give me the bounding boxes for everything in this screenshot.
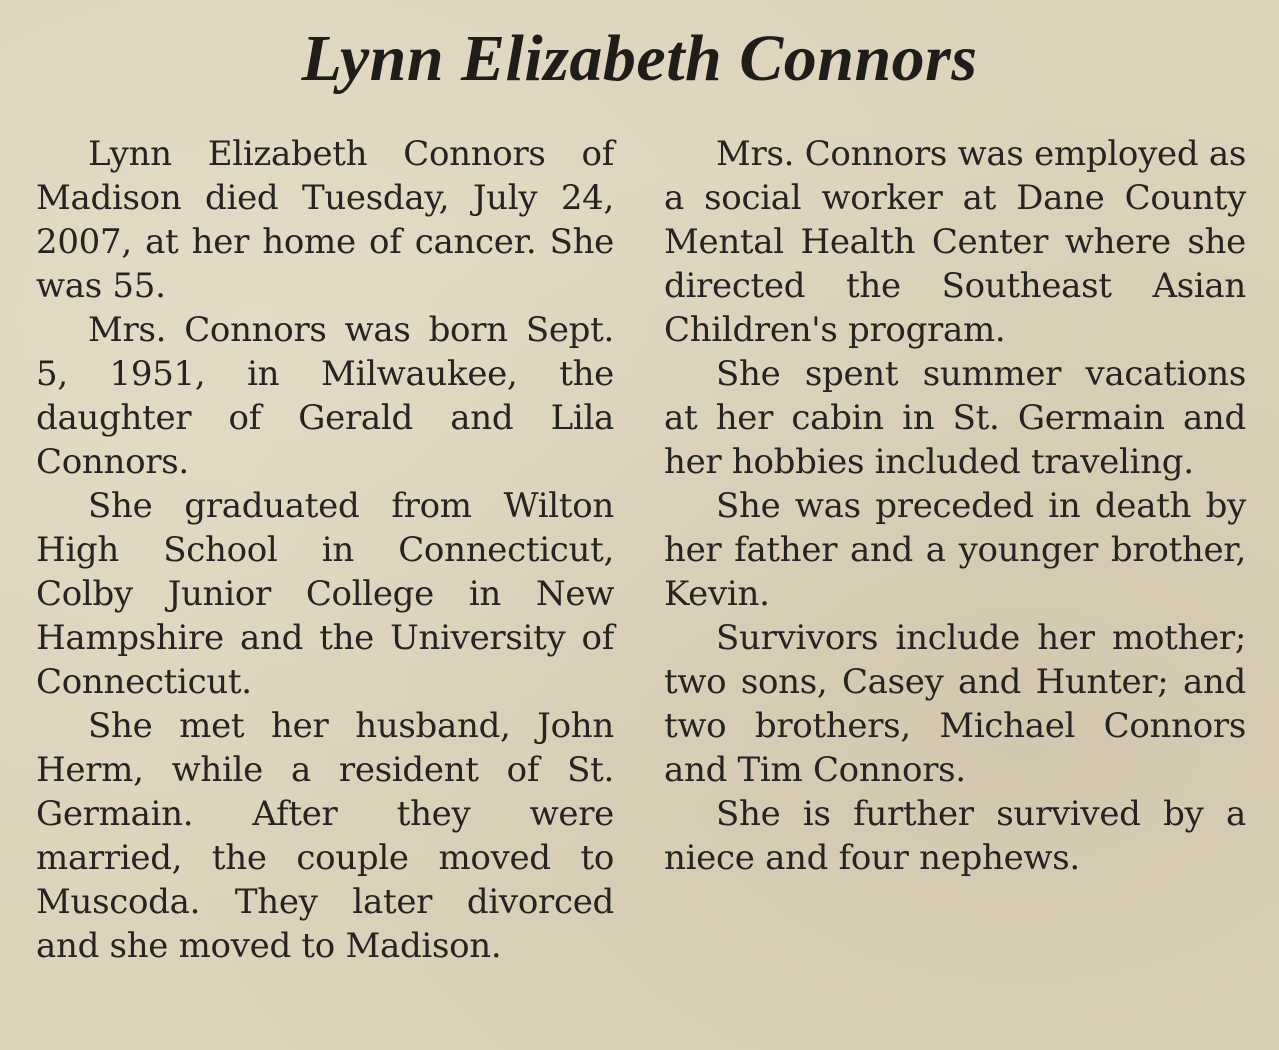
paragraph-education: She graduated from Wilton High School in Connecticut, Colby Junior College in New Hampshire and the University of Connecticut. — [36, 486, 614, 702]
obituary-headline: Lynn Elizabeth Connors — [301, 22, 978, 95]
paragraph-birth: Mrs. Connors was born Sept. 5, 1951, in Milwaukee, the daughter of Gerald and Lila Connors. — [36, 310, 614, 482]
paragraph-survivors: Survivors include her mother; two sons, Casey and Hunter; and two brothers, Michael Connors and Tim Connors. — [664, 618, 1246, 790]
paragraph-death: Lynn Elizabeth Connors of Madison died Tuesday, July 24, 2007, at her home of cancer. She was 55. — [36, 134, 614, 306]
paragraph-hobbies: She spent summer vacations at her cabin in St. Germain and her hobbies included traveling. — [664, 354, 1246, 482]
paragraph-preceded: She was preceded in death by her father and a younger brother, Kevin. — [664, 486, 1246, 614]
paragraph-marriage: She met her husband, John Herm, while a resident of St. Germain. After they were married, the couple moved to Muscoda. They later divorced and she moved to Madison. — [36, 706, 614, 966]
paragraph-career: Mrs. Connors was employed as a social worker at Dane County Mental Health Center where she directed the Southeast Asian Children's program. — [664, 134, 1246, 350]
left-column — [36, 132, 614, 968]
paragraph-further-survivors: She is further survived by a niece and four nephews. — [664, 794, 1246, 878]
right-column — [664, 132, 1246, 880]
